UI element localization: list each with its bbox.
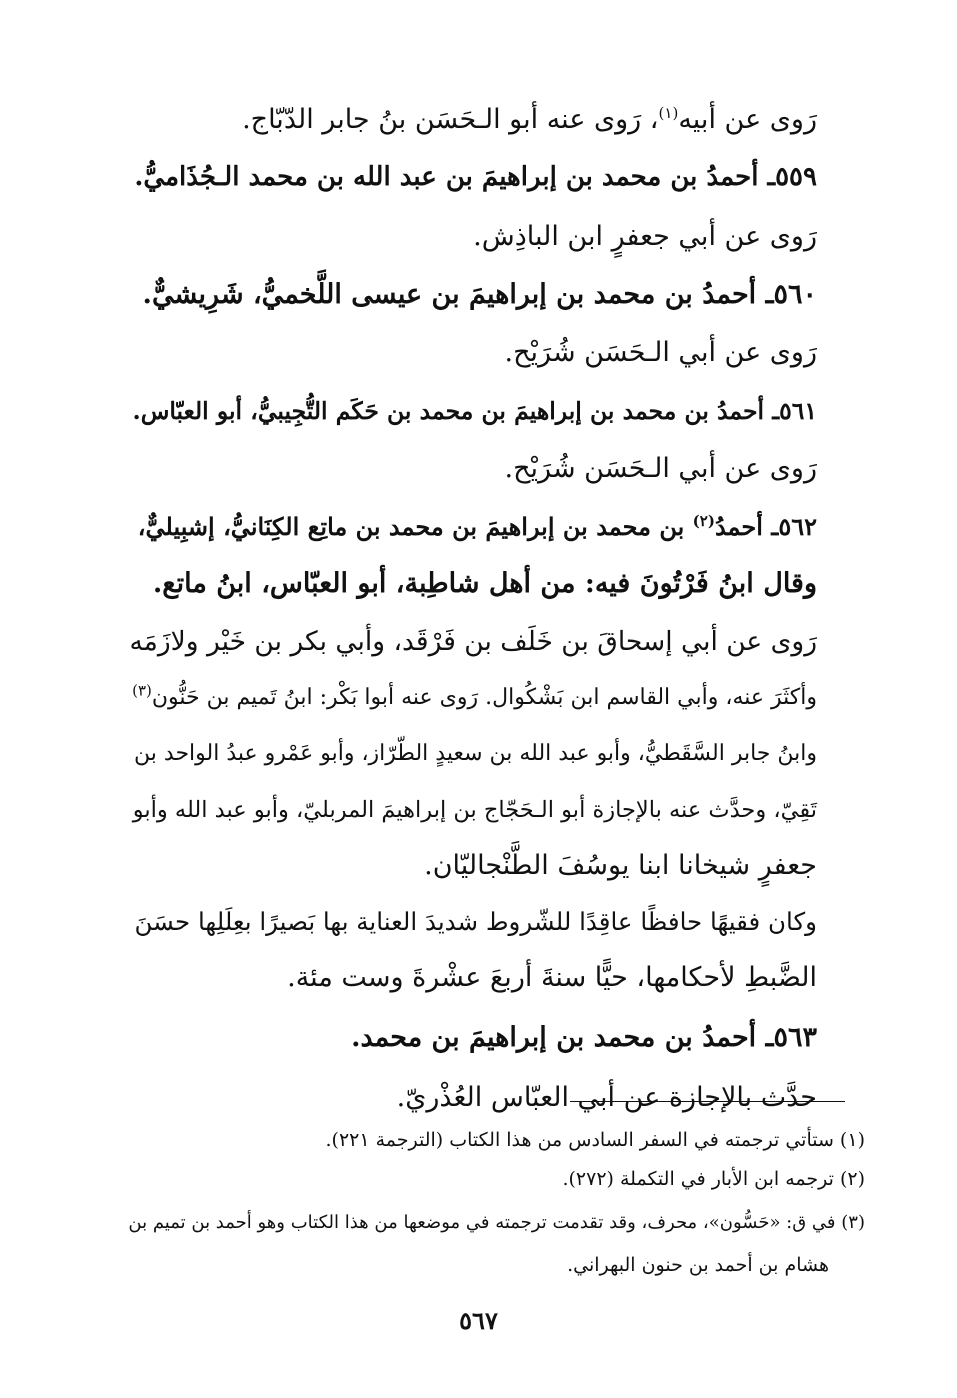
- entry-heading-562: ٥٦٢ـ أحمدُ$^{(٢)}$ بن محمد بن إبراهيمَ بن محمد بن ماتِع الكِنَانيُّ، إشبِيليٌّ،: [137, 512, 817, 541]
- footnote-1: (١) ستأتي ترجمته في السفر السادس من هذا الكتاب (الترجمة ٢٢١).: [325, 1129, 865, 1151]
- text-line: وأكثَرَ عنه، وأبي القاسم ابن بَشْكُوال. رَوى عنه أبوا بَكْر: ابنُ تَميم بن حَنُّون$^{(٣)}$: [132, 681, 817, 710]
- footnote-marker[interactable]: (٢): [692, 512, 715, 530]
- text-line: رَوى عن أبي إسحاقَ بن خَلَف بن فَرْقَد، وأبي بكر بن خَيْر ولازَمَه: [129, 626, 817, 657]
- text-line: وقال ابنُ فَرْتُونَ فيه: من أهل شاطِبة، أبو العبّاس، ابنُ ماتع.: [152, 568, 817, 599]
- text-line: وابنُ جابر السَّقَطيُّ، وأبو عبد الله بن سعيدٍ الطّرّاز، وأبو عَمْرو عبدُ الواحد بن: [134, 741, 817, 766]
- page-number: ٥٦٧: [459, 1306, 498, 1335]
- text-line: رَوى عن أبيه$^{(١)}$، رَوى عنه أبو الـحَسَن بنُ جابر الدّبّاج.: [242, 104, 817, 135]
- text-line: حدَّث بالإجازة عن أبي العبّاس العُذْريّ.: [396, 1082, 817, 1113]
- entry-heading-559: ٥٥٩ـ أحمدُ بن محمد بن إبراهيمَ بن عبد الله بن محمد الـجُذَاميُّ.: [134, 162, 817, 192]
- entry-heading-560: ٥٦٠ـ أحمدُ بن محمد بن إبراهيمَ بن عيسى اللَّخميُّ، شَرِيشيٌّ.: [142, 279, 817, 310]
- text-line: رَوى عن أبي الـحَسَن شُرَيْح.: [504, 337, 817, 368]
- text-line: جعفرٍ شيخانا ابنا يوسُفَ الطَّنْجاليّان.: [424, 850, 817, 881]
- footnote-2: (٢) ترجمه ابن الأبار في التكملة (٢٧٢).: [562, 1168, 865, 1190]
- text-line: رَوى عن أبي الـحَسَن شُرَيْح.: [504, 453, 817, 484]
- footnote-separator: [570, 1101, 845, 1102]
- entry-heading-563: ٥٦٣ـ أحمدُ بن محمد بن إبراهيمَ بن محمد.: [351, 1022, 817, 1053]
- footnote-3: (٣) في ق: «حَسُّون»، محرف، وقد تقدمت ترجمته في موضعها من هذا الكتاب وهو أحمد بن تميم بن: [128, 1212, 865, 1233]
- text-line: رَوى عن أبي جعفرٍ ابن الباذِش.: [473, 221, 817, 252]
- text-line: تَقِيّ، وحدَّث عنه بالإجازة أبو الـحَجّاج بن إبراهيمَ المربليّ، وأبو عبد الله وأبو: [132, 797, 817, 823]
- footnote-marker[interactable]: (١): [658, 104, 679, 122]
- text-line: وكان فقيهًا حافظًا عاقِدًا للشّروط شديدَ العناية بها بَصيرًا بعِلَلِها حسَنَ: [134, 907, 817, 936]
- footnote-marker[interactable]: (٣): [132, 681, 152, 700]
- text-line: الضَّبطِ لأحكامها، حيًّا سنةَ أربعَ عشْرةَ وست مئة.: [287, 962, 817, 993]
- entry-heading-561: ٥٦١ـ أحمدُ بن محمد بن إبراهيمَ بن محمد بن حَكَم التُّجِيبيُّ، أبو العبّاس.: [132, 397, 817, 425]
- footnote-3-continuation: هشام بن أحمد بن حنون البهراني.: [567, 1254, 829, 1276]
